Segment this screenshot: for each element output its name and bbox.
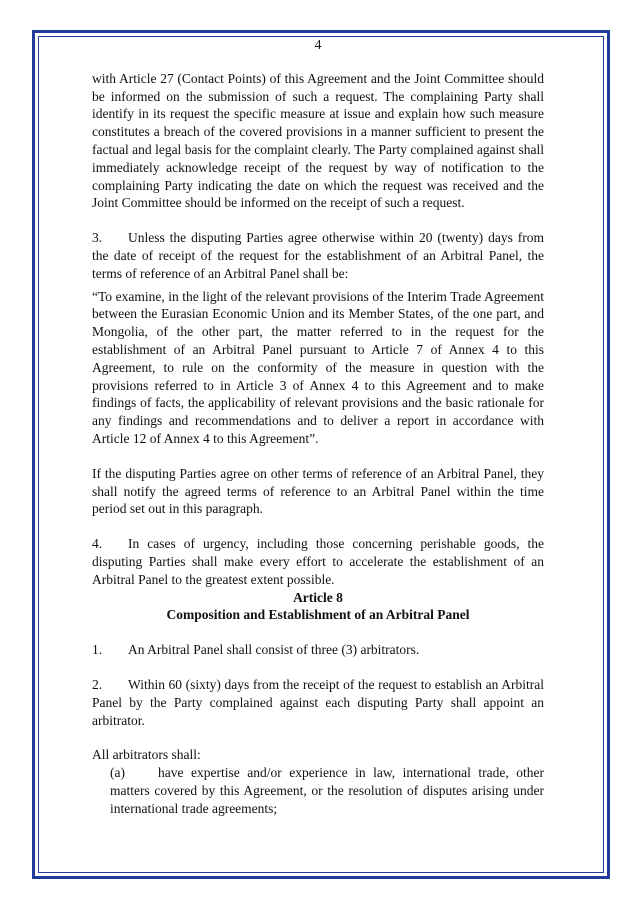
list-item-label: (a) xyxy=(110,765,125,781)
paragraph-number: 1. xyxy=(92,642,103,658)
arbitrators-intro: All arbitrators shall: xyxy=(92,747,201,763)
paragraph-3-continuation: If the disputing Parties agree on other terms of reference of an Arbitral Panel, they shall notify the agreed terms of reference to an Arbitral Panel within the time period set out in this paragraph. xyxy=(92,465,544,517)
paragraph-3 xyxy=(92,229,544,282)
paragraph-continuation: with Article 27 (Contact Points) of this Agreement and the Joint Committee should be informed on the submission of such a request. The complaining Party shall identify in its request the specific measure at issue and explain how such measure constitutes a breach of the covered provisions in a manner sufficient to present the factual and legal basis for the complaint clearly. The Party complained against shall immediately acknowledge receipt of the request by way of notification to the complaining Party indicating the date on which the request was received and the Joint Committee should be informed on the receipt of such a request. xyxy=(92,70,544,211)
paragraph-text: Within 60 (sixty) days from the receipt of the request to establish an Arbitral Panel by the Party complained against each disputing Party shall appoint an arbitrator. xyxy=(92,676,544,728)
article-paragraph-2 xyxy=(92,676,544,729)
list-item-a xyxy=(92,764,544,817)
paragraph-text: Unless the disputing Parties agree otherwise within 20 (twenty) days from the date of receipt of the request for the establishment of an Arbitral Panel, the terms of reference of an Arbitral Panel shall be: xyxy=(92,230,544,281)
article-subtitle: Composition and Establishment of an Arbitral Panel xyxy=(166,607,470,623)
paragraph-4 xyxy=(92,535,544,588)
paragraph-number: 3. xyxy=(92,230,103,246)
list-item-text: have expertise and/or experience in law, international trade, other matters covered by this Agreement, or the resolution of disputes arising under international trade agreements; xyxy=(110,765,544,816)
paragraph-text: In cases of urgency, including those concerning perishable goods, the disputing Parties shall make every effort to accelerate the establishment of an Arbitral Panel to the greatest extent possible. xyxy=(92,536,544,587)
paragraph-text: An Arbitral Panel shall consist of three (3) arbitrators. xyxy=(128,642,420,658)
document-page xyxy=(92,36,544,817)
paragraph-number: 4. xyxy=(92,536,103,552)
article-paragraph-1 xyxy=(92,641,544,659)
article-title: Article 8 xyxy=(293,589,343,605)
page-number: 4 xyxy=(314,37,322,52)
paragraph-number: 2. xyxy=(92,676,103,692)
terms-of-reference-quote: “To examine, in the light of the relevant provisions of the Interim Trade Agreement between the Eurasian Economic Union and its Member States, of the one part, and Mongolia, of the other part, the matter referred to in the request for the establishment of an Arbitral Panel pursuant to Article 7 of Annex 4 to this Agreement, to rule on the conformity of the measure in question with the provisions referred to in Article 3 of Annex 4 to this Agreement and to make findings of facts, the applicability of relevant provisions and the basic rationale for any findings and recommendations and to deliver a report in accordance with Article 12 of Annex 4 to this Agreement”. xyxy=(92,288,544,446)
